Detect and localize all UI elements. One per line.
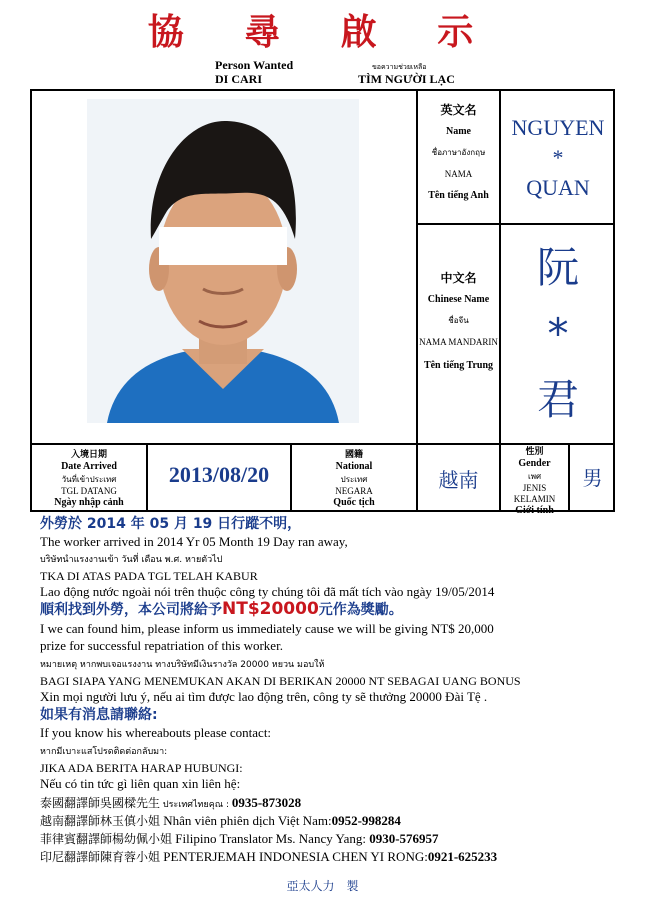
contact-heading-th: หากมีเบาะแสโปรดติดต่อกลับมา: (40, 747, 168, 757)
reward-vi: Xin mọi người lưu ý, nếu ai tìm được lao động trên, công ty sẽ thưởng 20000 Đài Tệ . (40, 689, 488, 704)
reward-id: BAGI SIAPA YANG MENEMUKAN AKAN DI BERIKAN 20000 NT SEBAGAI UANG BONUS (40, 674, 521, 688)
subtitle-tim: TÌM NGƯỜI LẠC (358, 72, 455, 86)
reward-en-2: prize for successful repatriation of this worker. (40, 638, 283, 653)
subtitle-di-cari: DI CARI (215, 72, 263, 86)
national-value: 越南 (438, 468, 479, 492)
contact-thai: 泰國翻譯師吳國樑先生 ประเทศไทยคุณ : 0935-873028 (40, 795, 302, 810)
contact-heading-id: JIKA ADA BERITA HARAP HUBUNGI: (40, 761, 243, 775)
poster-title: 協 尋 啟 示 (147, 11, 498, 53)
missing-date-th: บริษัทนำแรงงานเข้า วันที่ เดือน พ.ศ. หายตัวไป (40, 555, 223, 565)
gender-value: 男 (582, 466, 603, 490)
footer-maker: 亞太人力 製 (286, 879, 359, 893)
gender-label: 性別 Gender เพศ JENIS KELAMIN Giới tính (513, 447, 556, 516)
reward-en-1: I we can found him, please inform us immediately cause we will be giving NT$ 20,000 (40, 621, 494, 636)
reward-th: หมายเหตุ หากพบเจอแรงงาน ทางบริษัทมีเงินรางวัล 20000 หยวน มอบให้ (40, 660, 325, 670)
subtitle-thai: ขอความช่วยเหลือ (372, 63, 427, 71)
chinese-name-label: 中文名 Chinese Name ชื่อจีน NAMA MANDARIN Tên tiếng Trung (419, 271, 498, 371)
chinese-name-value: 阮 * 君 (536, 243, 579, 424)
english-name-value: NGUYEN * QUAN (511, 115, 605, 200)
contact-indonesia: 印尼翻譯師陳育蓉小姐 PENTERJEMAH INDONESIA CHEN YI RONG:0921-625233 (40, 849, 498, 864)
contact-heading-cn: 如果有消息請聯絡: (40, 707, 158, 723)
subtitle-person-wanted: Person Wanted (215, 58, 294, 72)
date-arrived-value: 2013/08/20 (168, 462, 270, 487)
english-name-label: 英文名 Name ชื่อภาษาอังกฤษ NAMA Tên tiếng Anh (428, 103, 489, 201)
missing-date-vi: Lao động nước ngoài nói trên thuộc công ty chúng tôi đã mất tích vào ngày 19/05/2014 (40, 584, 495, 599)
national-label: 國籍 National ประเทศ NEGARA Quốc tịch (333, 450, 375, 508)
contact-heading-en: If you know his whereabouts please contact: (40, 725, 272, 740)
date-arrived-label: 入境日期 Date Arrived วันที่เข้าประเทศ TGL DATANG Ngày nhập cảnh (54, 450, 124, 508)
contact-philippines: 菲律賓翻譯師楊幼佩小姐 Filipino Translator Ms. Nancy Yang: 0930-576957 (40, 831, 439, 846)
missing-date-en: The worker arrived in 2014 Yr 05 Month 19 Day ran away, (40, 534, 348, 549)
reward-cn: 順利找到外勞，本公司將給予NT$20000元作為獎勵。 (40, 599, 403, 619)
missing-date-id: TKA DI ATAS PADA TGL TELAH KABUR (40, 569, 258, 583)
contact-heading-vi: Nếu có tin tức gì liên quan xin liên hệ: (40, 776, 241, 791)
contact-vietnam: 越南翻譯師林玉傎小姐 Nhân viên phiên dịch Việt Nam:0952-998284 (40, 813, 401, 828)
missing-date-cn: 外勞於 2014 年 05 月 19 日行蹤不明， (40, 516, 302, 532)
portrait-photo (87, 99, 359, 423)
